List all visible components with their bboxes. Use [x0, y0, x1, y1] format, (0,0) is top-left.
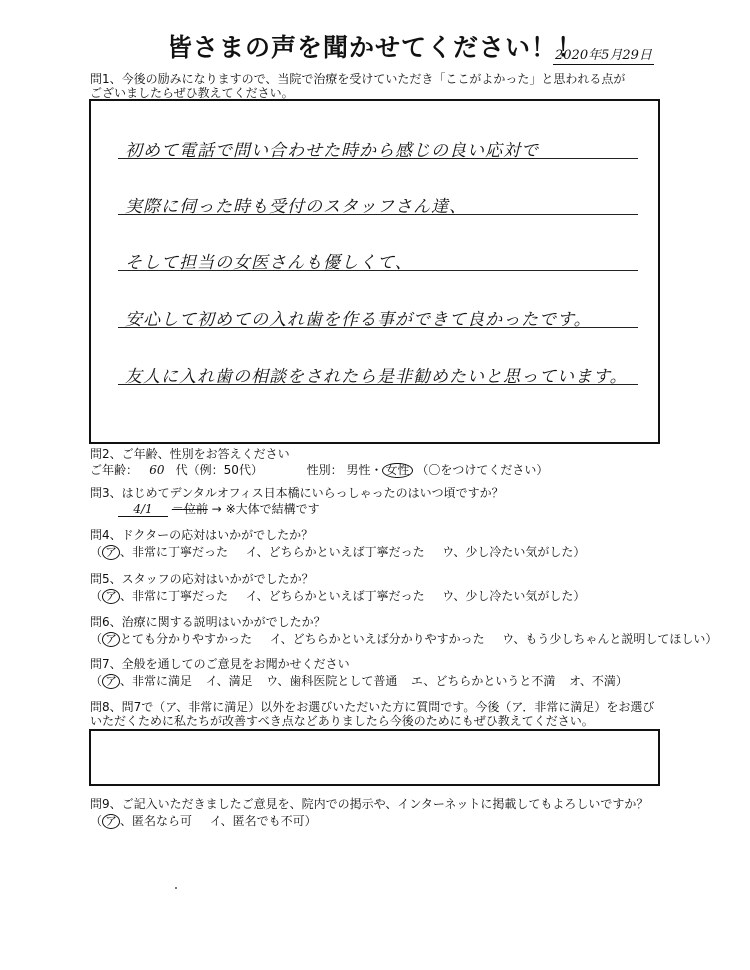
q4-option-u: ウ、少し冷たい気がした）: [442, 545, 586, 559]
q3-question: 問3、はじめてデンタルオフィス日本橋にいらっしゃったのはいつ頃ですか？: [90, 486, 504, 500]
q7-option-i: イ、満足: [205, 674, 253, 688]
q7-option-e: エ、どちらかというと不満: [410, 674, 556, 688]
q8-question-line2: いただくために私たちが改善すべき点などありましたら今後のためにもぜひ教えてください。: [90, 714, 594, 728]
q4-options: （ ア 、非常に丁寧だった イ、どちらかといえば丁寧だった ウ、少し冷たい気がした）: [90, 545, 586, 559]
q3-date-value: 4/1: [118, 502, 168, 517]
q4-option-a: 、非常に丁寧だった: [120, 545, 229, 559]
q9-selected-circle: ア: [102, 814, 120, 829]
q3-answer-row: [118, 500, 320, 517]
q2-question: 問2、ご年齢、性別をお答えください: [90, 447, 290, 461]
q6-selected-circle: ア: [102, 632, 120, 647]
q1-answer-line-5: 友人に入れ歯の相談をされたら是非勧めたいと思っています。: [125, 367, 628, 387]
q3-note: ※大体で結構です: [225, 502, 320, 516]
q6-question: 問6、治療に関する説明はいかがでしたか？: [90, 615, 326, 629]
q1-answer-line-3: そして担当の女医さんも優しくて、: [125, 253, 413, 273]
q2-age-suffix: 代（例：50代）: [175, 463, 263, 477]
q5-selected-circle: ア: [102, 589, 120, 604]
q5-question: 問5、スタッフの応対はいかがでしたか？: [90, 572, 314, 586]
q1-answer-line-2: 実際に伺った時も受付のスタッフさん達、: [125, 197, 467, 217]
page-title: 皆さまの声を聞かせてください！！: [166, 33, 583, 62]
q9-question: 問9、ご記入いただきましたご意見を、院内での掲示や、インターネットに掲載してもよろしいですか？: [90, 797, 649, 811]
q2-separator: ・: [370, 463, 383, 477]
q3-struck-text: ＝位前: [171, 502, 208, 516]
q1-answer-line-1: 初めて電話で問い合わせた時から感じの良い応対で: [125, 141, 539, 161]
q1-question-line2: ございましたらぜひ教えてください。: [90, 86, 294, 100]
q6-options: （ ア とても分かりやすかった イ、どちらかといえば分かりやすかった ウ、もう少しちゃんと説明してほしい）: [90, 632, 718, 646]
q3-arrow: →: [211, 502, 222, 516]
q9-options: （ ア 、匿名なら可 イ、匿名でも不可）: [90, 814, 317, 828]
q2-gender-label: 性別：: [306, 463, 343, 477]
q7-question: 問7、全般を通してのご意見をお聞かせください: [90, 657, 350, 671]
q9-option-i: イ、匿名でも不可）: [209, 814, 317, 828]
q5-option-a: 、非常に丁寧だった: [120, 589, 229, 603]
q7-option-a: 、非常に満足: [120, 674, 193, 688]
q7-option-u: ウ、歯科医院として普通: [266, 674, 398, 688]
q6-option-i: イ、どちらかといえば分かりやすかった: [269, 632, 485, 646]
q7-option-o: オ、不満）: [569, 674, 628, 688]
q1-question-line1: 問1、今後の励みになりますので、当院で治療を受けていただき「ここがよかった」と思われる点が: [90, 72, 626, 86]
q6-option-u: ウ、もう少しちゃんと説明してほしい）: [502, 632, 718, 646]
q4-selected-circle: ア: [102, 545, 120, 560]
q7-options: （ ア 、非常に満足 イ、満足 ウ、歯科医院として普通 エ、どちらかというと不満 オ、不満）: [90, 674, 628, 688]
q9-option-a: 、匿名なら可: [120, 814, 193, 828]
q2-age-value: 60: [149, 463, 165, 477]
scan-speck: [175, 887, 177, 889]
q2-note: （〇をつけてください）: [416, 463, 549, 477]
q2-age-prefix: ご年齢：: [90, 463, 139, 477]
q6-option-a: とても分かりやすかった: [120, 632, 253, 646]
q8-answer-box: [89, 729, 660, 786]
q4-option-i: イ、どちらかといえば丁寧だった: [245, 545, 425, 559]
q5-options: （ ア 、非常に丁寧だった イ、どちらかといえば丁寧だった ウ、少し冷たい気がした）: [90, 589, 586, 603]
q2-female-option-circled: 女性: [382, 463, 412, 478]
q7-selected-circle: ア: [102, 674, 120, 689]
date-written: 2020年5月29日: [553, 44, 654, 65]
q4-question: 問4、ドクターの応対はいかがでしたか？: [90, 528, 314, 542]
q1-answer-line-4: 安心して初めての入れ歯を作る事ができて良かったです。: [125, 310, 592, 330]
q2-male-option: 男性: [346, 463, 371, 477]
q2-answer-row: [90, 461, 548, 478]
q8-question-line1: 問8、問7で（ア、非常に満足）以外をお選びいただいた方に質問です。今後（ア．非常に満足）をお選び: [90, 700, 655, 714]
q5-option-u: ウ、少し冷たい気がした）: [442, 589, 586, 603]
q5-option-i: イ、どちらかといえば丁寧だった: [245, 589, 425, 603]
